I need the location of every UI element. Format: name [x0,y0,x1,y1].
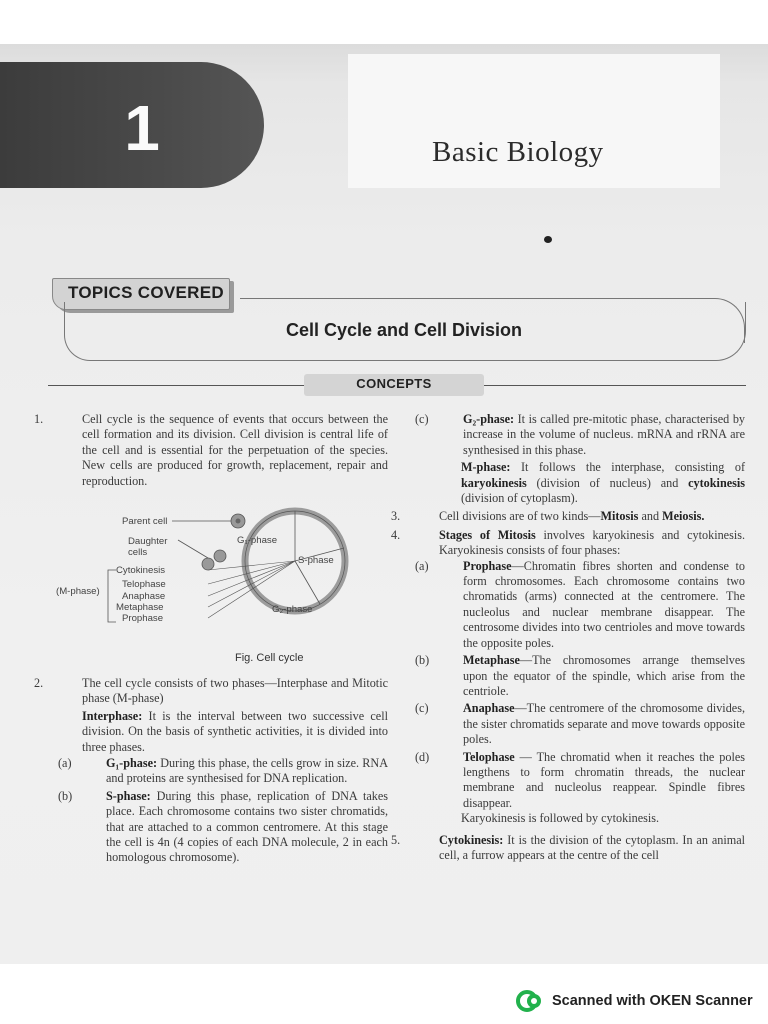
daughter-cell-icon [202,558,214,570]
concept-1: 1. Cell cycle is the sequence of events that occurs between the cell formation and its division. Cell division is central life of the cell and is essential for the perpetuation of the species. New cells are produced for growth, replacement, repair and reproduction. [34,412,388,488]
right-column [391,412,746,863]
scanner-text: Scanned with OKEN Scanner [552,993,753,1009]
cell-cycle-figure [50,506,390,666]
label-s-phase: S-phase [298,555,334,566]
label-prophase: Prophase [122,613,164,624]
scanner-watermark [516,988,753,1014]
label-g2-phase: G₂-phase [272,604,313,615]
label-parent-cell: Parent cell [122,516,168,527]
left-column [34,412,388,489]
left-column-lower [34,676,388,866]
s-phase-item: (b) S-phase: During this phase, replication of DNA takes place. Each chromosome contains two sister chromatids, that are attached to a common centromere. At this stage the cell is 4n (4 copies of each DNA molecule, 2 in each homologous chromosome). [58,788,388,865]
g2-phase-item: (c) G₂-phase: It is called pre-mitotic phase, characterised by increase in the volume of nucleus. mRNA and rRNA are synthesised in this phase. [415,412,746,457]
m-line-1 [208,561,295,570]
label-telophase: Telophase [122,579,166,590]
interphase-para: Interphase: It is the interval between two successive cell division. On the basis of synthetic activities, it is divided into three phases. [82,708,388,754]
topics-covered-label: TOPICS COVERED [68,283,224,302]
karyokinesis-note: Karyokinesis is followed by cytokinesis. [461,811,660,826]
concept-4: 4. Stages of Mitosis involves karyokinesis and cytokinesis. Karyokinesis consists of four phases: [391,527,746,558]
label-anaphase: Anaphase [122,591,166,602]
m-line-4 [208,561,295,607]
oken-scanner-icon [516,988,542,1014]
figure-caption: Fig. Cell cycle [235,652,304,664]
concept-3: 3. Cell divisions are of two kinds—Mitosis and Meiosis. [391,509,705,524]
metaphase-item: (b) Metaphase—The chromosomes arrange themselves upon the equator of the spindle, which arise from the centriole. [415,653,745,698]
cell-cycle-diagram [50,506,390,666]
m-phase-para: M-phase: It follows the interphase, consisting of karyokinesis (division of nucleus) and cytokinesis (division of cytoplasm). [461,460,746,506]
label-g1-phase: G₁-phase [237,535,278,546]
g1-phase-item: (a) G₁-phase: During this phase, the cells grow in size. RNA and proteins are synthesised for DNA replication. [58,756,388,786]
m-phase-bracket [108,570,116,622]
topics-frame-top [240,298,706,299]
concepts-heading: CONCEPTS [356,376,432,391]
daughter-cell-icon [214,550,226,562]
label-m-phase: (M-phase) [56,586,100,597]
label-metaphase: Metaphase [116,602,164,613]
parent-nucleus-icon [236,519,241,524]
cycle-divider-g2 [295,561,320,604]
prophase-item: (a) Prophase—Chromatin fibres shorten and condense to form chromosomes. Each chromosome contains two chromatids (arms) connected at the centromere. The nucleolus and nuclear membrane disappear. The centrosome divides into two centrioles and move towards the opposite poles. [415,558,745,650]
anaphase-item: (c) Anaphase—The centromere of the chromosome divides, the sister chromatids separate and move towards opposite poles. [415,701,745,747]
telophase-item: (d) Telophase — The chromatid when it reaches the poles lengthens to form chromatin threads, the nuclear membrane and nucleolus reappear. Spindle fibres disappear. [415,749,746,810]
concept-2: 2. The cell cycle consists of two phases—Interphase and Mitotic phase (M-phase) [34,676,388,706]
concept-5: 5. Cytokinesis: It is the division of the cytoplasm. In an animal cell, a furrow appears at the centre of the cell [391,832,745,862]
label-cells: cells [128,547,148,558]
topic-item: Cell Cycle and Cell Division [285,320,523,340]
chapter-number: 1 [124,92,160,164]
ink-speck [544,236,552,243]
label-cytokinesis: Cytokinesis [116,565,166,576]
chapter-title: Basic Biology [432,136,604,168]
label-daughter: Daughter [128,536,168,547]
daughter-pointer [178,540,208,558]
